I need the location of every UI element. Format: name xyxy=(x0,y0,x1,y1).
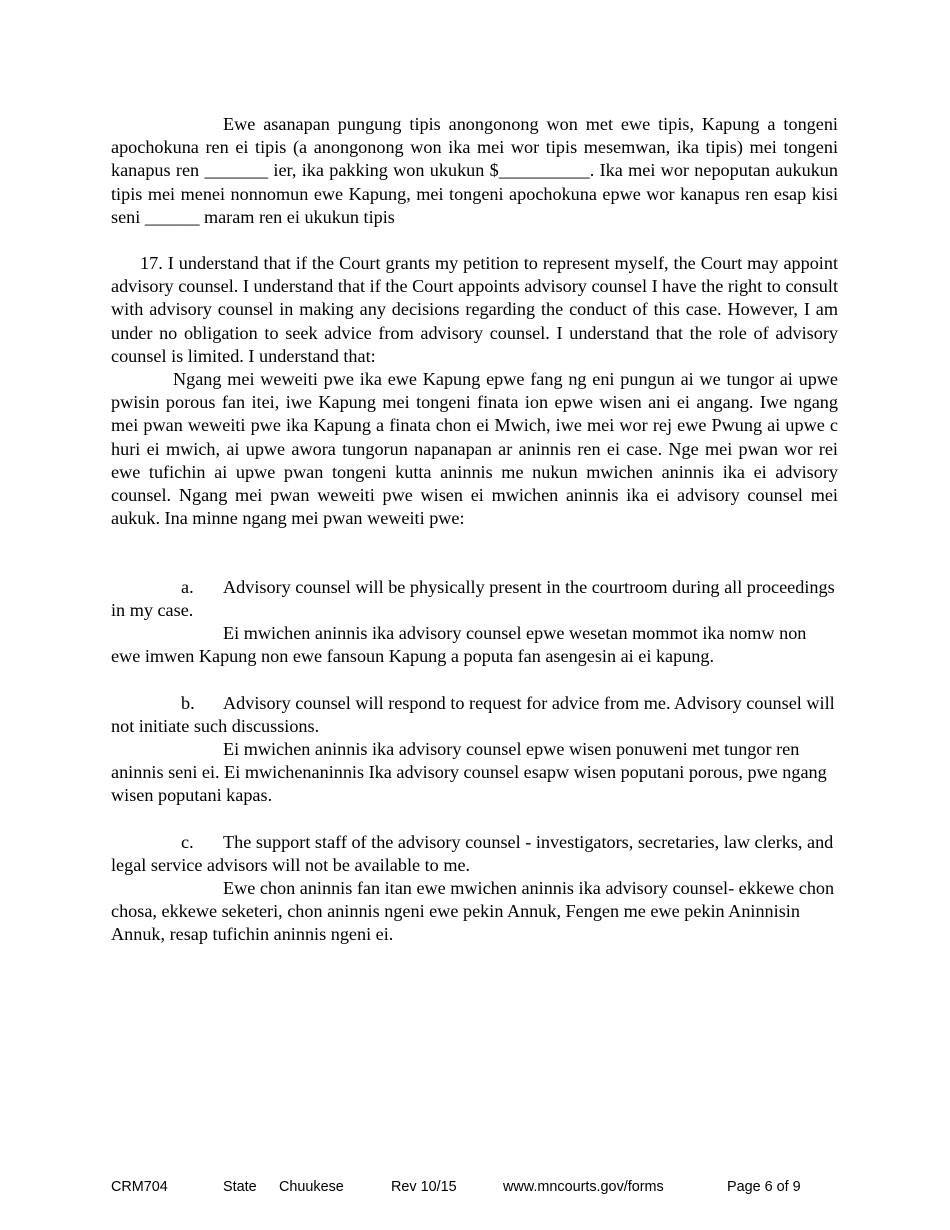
item-letter: b. xyxy=(181,693,195,713)
footer-revision: Rev 10/15 xyxy=(391,1179,457,1195)
item-c-chuukese xyxy=(111,877,838,947)
item-text: The support staff of the advisory counsel - investigators, secretaries, law clerks, and legal service advisors will not be available to me. xyxy=(111,832,834,876)
item-b-english xyxy=(111,692,838,738)
item-text: Advisory counsel will be physically present in the courtroom during all proceedings in my case. xyxy=(111,577,835,621)
item-translation: Ei mwichen aninnis ika advisory counsel epwe wisen ponuweni met tungor ren aninnis seni ei. Ei mwichenaninnis Ika advisory counsel esapw wisen poputani porous, pwe ngang wisen poputani kapas. xyxy=(111,739,827,806)
footer-language: Chuukese xyxy=(279,1179,344,1195)
item-translation: Ewe chon aninnis fan itan ewe mwichen aninnis ika advisory counsel- ekkewe chon chosa, ekkewe seketeri, chon aninnis ngeni ewe pekin Annuk, Fengen me ewe pekin Aninnisin Annuk, resap tufichin aninnis ngeni ei. xyxy=(111,878,835,945)
item-17-chuukese xyxy=(111,368,838,530)
paragraph-text: Ngang mei weweiti pwe ika ewe Kapung epwe fang ng eni pungun ai we tungor ai upwe pwisin porous fan itei, iwe Kapung mei tongeni finata ion epwe wisen ani ei angang. Iwe ngang mei pwan weweiti pwe ika Kapung a finata chon ei Mwich, iwe mei wor rej ewe Pwung ai upwe c huri ei mwich, ai upwe awora tungorun napanapan ar aninnis ren ei case. Nge mei pwan wor rei ewe tufichin ai upwe pwan tongeni kutta aninnis me nukun mwichen aninnis ika ei advisory counsel. Ngang mei pwan weweiti pwe wisen ei mwichen aninnis ika ei advisory counsel mei aukuk. Ina minne ngang mei pwan weweiti pwe: xyxy=(111,369,838,529)
paragraph-text: Ewe asanapan pungung tipis anongonong won met ewe tipis, Kapung a tongeni apochokuna ren ei tipis (a anongonong won ika mei wor tipis mesemwan, ika tipis) mei tongeni kanapus ren _______ ier, ika pakking won ukukun $__________. Ika mei wor nepoputan aukukun tipis mei menei nonnomun ewe Kapung, mei tongeni apochokuna epwe wor kanapus ren esap kisi seni ______ maram ren ei ukukun tipis xyxy=(111,114,838,227)
footer-form-id: CRM704 xyxy=(111,1179,168,1195)
footer-website: www.mncourts.gov/forms xyxy=(503,1179,664,1195)
item-c-english xyxy=(111,831,838,877)
item-text: Advisory counsel will respond to request for advice from me. Advisory counsel will not initiate such discussions. xyxy=(111,693,835,737)
item-a-english xyxy=(111,576,838,622)
footer-page-number: Page 6 of 9 xyxy=(727,1179,801,1195)
item-b-chuukese xyxy=(111,738,838,808)
item-letter: a. xyxy=(181,577,194,597)
item-letter: c. xyxy=(181,832,194,852)
item-translation: Ei mwichen aninnis ika advisory counsel epwe wesetan mommot ika nomw non ewe imwen Kapung non ewe fansoun Kapung a poputa fan asengesin ai ei kapung. xyxy=(111,623,807,667)
item-a-chuukese xyxy=(111,622,838,668)
paragraph-text: 17. I understand that if the Court grants my petition to represent myself, the Court may appoint advisory counsel. I understand that if the Court appoints advisory counsel I have the right to consult with advisory counsel in making any decisions regarding the conduct of this case. However, I am under no obligation to seek advice from advisory counsel. I understand that the role of advisory counsel is limited. I understand that: xyxy=(111,253,838,366)
footer-state: State xyxy=(223,1179,257,1195)
chuukese-paragraph-16 xyxy=(111,113,838,229)
item-17-english xyxy=(111,252,838,368)
page-footer xyxy=(0,1179,950,1199)
